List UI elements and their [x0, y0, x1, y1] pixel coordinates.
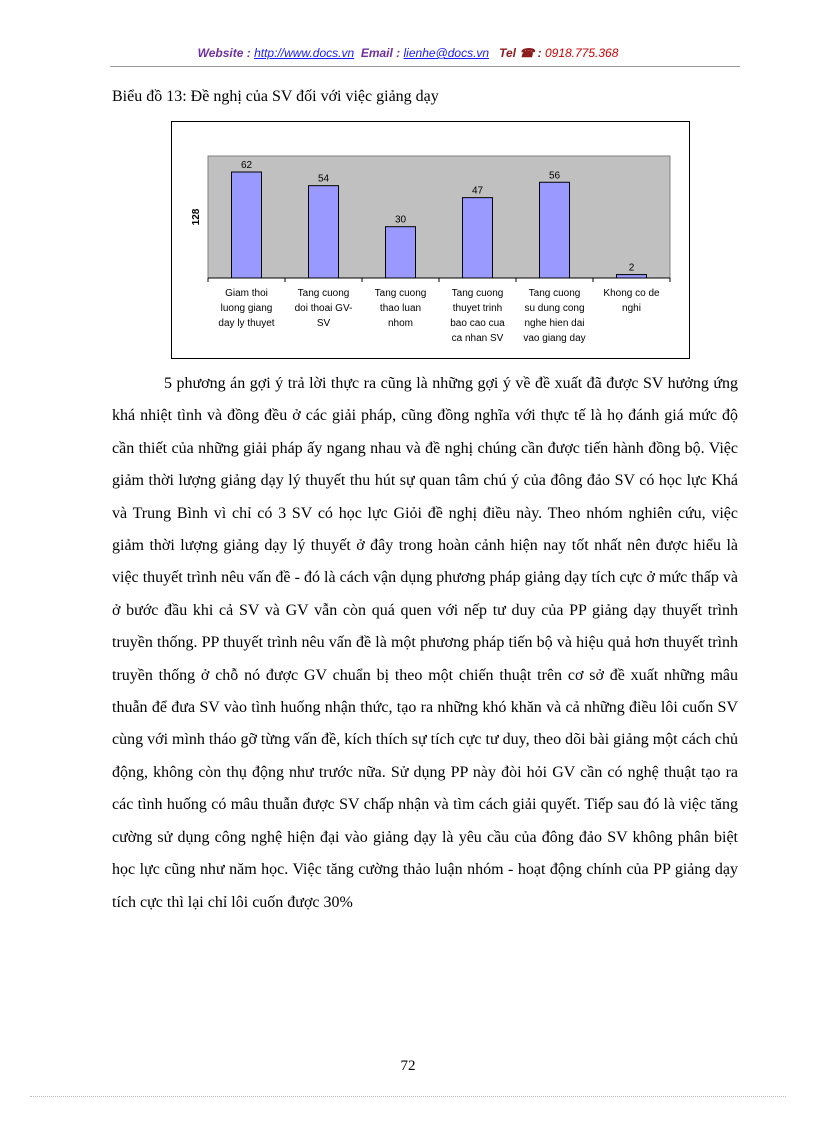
bar-chart — [171, 121, 690, 359]
category-label: SV — [316, 318, 331, 329]
category-label: nhom — [387, 318, 414, 329]
category-label: thao luan — [379, 303, 422, 314]
bar — [463, 198, 493, 278]
website-link[interactable]: http://www.docs.vn — [254, 46, 355, 60]
plot-area — [208, 156, 670, 278]
body-text — [112, 368, 738, 919]
header-divider — [110, 66, 740, 67]
body-paragraph: 5 phương án gợi ý trả lời thực ra cũng là những gợi ý về đề xuất đã được SV hưởng ứng khá nhiệt tình và đồng đều ở các giải pháp, cũng đồng nghĩa với thực tế là họ đánh giá mức độ cần thiết của những giải pháp ấy ngang nhau và đề nghị chúng cần được tiến hành đồng bộ. Việc giảm thời lượng giảng dạy lý thuyết thu hút sự quan tâm chú ý của đông đảo SV có học lực Khá và Trung Bình vì chỉ có 3 SV có học lực Giỏi đề nghị điều này. Theo nhóm nghiên cứu, việc giảm thời lượng giảng dạy lý thuyết ở đây trong hoàn cảnh hiện nay tốt nhất nên được hiểu là việc thuyết trình nêu vấn đề - đó là cách vận dụng phương pháp giảng dạy tích cực ở mức thấp và ở bước đầu khi cả SV và GV vẫn còn quá quen với nếp tư duy của PP giảng dạy thuyết trình truyền thống. PP thuyết trình nêu vấn đề là một phương pháp tiến bộ và hiệu quả hơn thuyết trình truyền thống ở chỗ nó được GV chuẩn bị theo một chiến thuật trên cơ sở đề xuất những mâu thuẫn để đưa SV vào tình huống nhận thức, tạo ra những khó khăn và cả những điều lôi cuốn SV cùng với mình tháo gỡ từng vấn đề, kích thích sự tích cực tư duy, theo dõi bài giảng một cách chủ động, không còn thụ động như trước nữa. Sử dụng PP này đòi hỏi GV cần có nghệ thuật tạo ra các tình huống có mâu thuẫn được SV chấp nhận và tìm cách giải quyết. Tiếp sau đó là việc tăng cường sử dụng công nghệ hiện đại vào giảng dạy là yêu cầu của đông đảo SV không phân biệt học lực cũng như năm học. Việc tăng cường thảo luận nhóm - hoạt động chính của PP giảng dạy tích cực thì lại chỉ lôi cuốn được 30% — [112, 375, 738, 911]
email-label: Email : — [360, 46, 401, 60]
category-label: Tang cuong — [528, 288, 581, 299]
data-label: 47 — [471, 185, 484, 197]
category-label: nghi — [622, 303, 641, 314]
category-label: luong giang — [220, 303, 273, 314]
category-label: ca nhan SV — [451, 333, 504, 344]
tel-label: Tel ☎ : — [499, 46, 542, 60]
data-label: 62 — [240, 160, 253, 171]
bar — [540, 182, 570, 278]
page-header — [0, 46, 816, 60]
category-label: nghe hien dai — [524, 318, 585, 329]
chart-title: Biểu đồ 13: Đề nghị của SV đối với việc giảng dạy — [112, 88, 439, 105]
data-label: 2 — [628, 262, 635, 274]
email-link[interactable]: lienhe@docs.vn — [403, 46, 490, 60]
bar — [617, 275, 647, 278]
category-label: vao giang day — [523, 333, 586, 344]
category-label: su dung cong — [524, 303, 585, 314]
category-label: doi thoai GV- — [294, 303, 353, 314]
bar — [309, 186, 339, 278]
category-label: Khong co de — [603, 288, 660, 299]
chart-canvas — [172, 122, 689, 358]
bar — [386, 227, 416, 278]
category-label: Tang cuong — [374, 288, 427, 299]
bar — [232, 172, 262, 278]
category-label: bao cao cua — [450, 318, 505, 329]
tel-number: 0918.775.368 — [544, 46, 619, 60]
category-label: thuyet trinh — [452, 303, 503, 314]
website-label: Website : — [197, 46, 251, 60]
data-label: 54 — [317, 173, 330, 185]
y-axis-label: 128 — [191, 208, 202, 226]
page-number: 72 — [400, 1058, 416, 1074]
category-label: day ly thuyet — [218, 318, 275, 329]
data-label: 30 — [394, 214, 407, 226]
category-label: Giam thoi — [225, 288, 268, 299]
footer-divider — [30, 1096, 786, 1097]
data-label: 56 — [548, 170, 561, 182]
category-label: Tang cuong — [451, 288, 504, 299]
category-label: Tang cuong — [297, 288, 350, 299]
